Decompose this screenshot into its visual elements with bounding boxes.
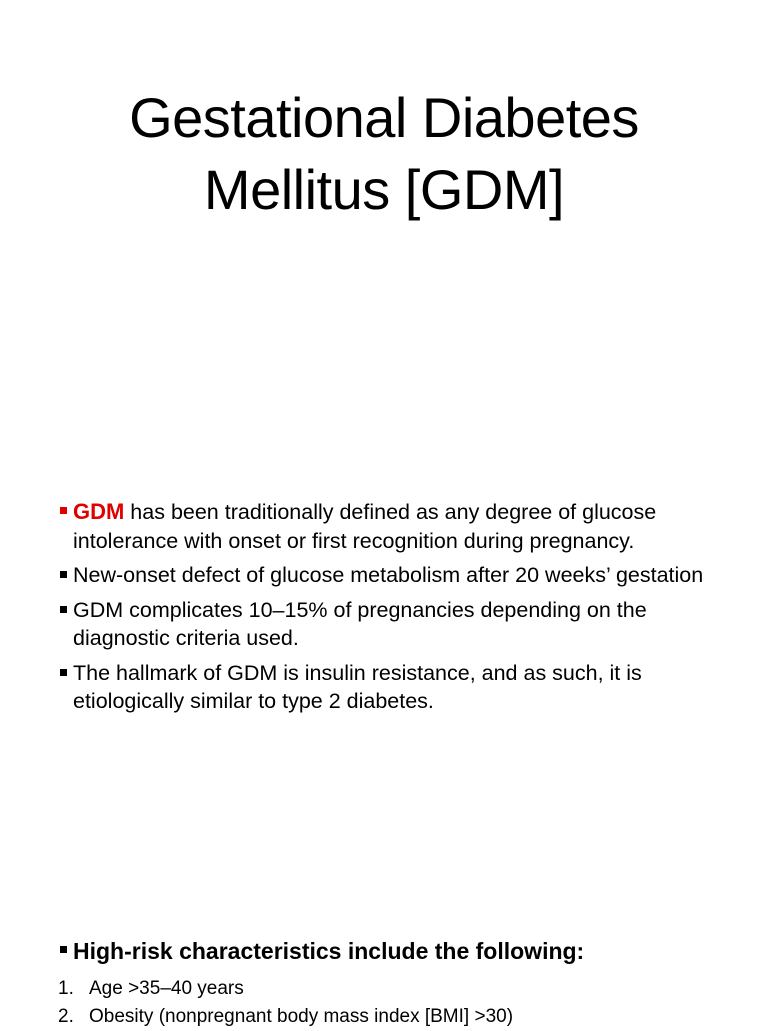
bullet-text: GDM complicates 10–15% of pregnancies depending on the diagnostic criteria used. xyxy=(73,597,647,650)
square-bullet-icon xyxy=(60,669,67,676)
risk-heading-text: High-risk characteristics include the following: xyxy=(73,938,585,964)
list-item xyxy=(58,975,738,1003)
bullet-item-gdm-definition xyxy=(58,498,718,555)
bullet-item-hallmark xyxy=(58,659,718,716)
bullet-text: New-onset defect of glucose metabolism after 20 weeks’ gestation xyxy=(73,563,704,587)
square-bullet-icon xyxy=(60,507,67,514)
slide-title-line-1: Gestational Diabetes xyxy=(129,86,639,149)
list-item xyxy=(58,1003,738,1031)
bullet-item-prevalence xyxy=(58,596,718,653)
list-item-number: 1. xyxy=(58,978,74,999)
square-bullet-icon xyxy=(60,946,67,953)
square-bullet-icon xyxy=(60,606,67,613)
list-item-text: Age >35–40 years xyxy=(89,978,244,999)
bullet-text: The hallmark of GDM is insulin resistance, and as such, it is etiologically similar to type 2 diabetes. xyxy=(73,660,642,713)
bullet-text: has been traditionally defined as any degree of glucose intolerance with onset or first recognition during pregnancy. xyxy=(73,500,657,553)
risk-characteristics-list xyxy=(58,975,738,1031)
gdm-keyword: GDM xyxy=(73,499,125,524)
slide-title-line-2: Mellitus [GDM] xyxy=(203,158,565,221)
list-item-text: Obesity (nonpregnant body mass index [BMI] >30) xyxy=(89,1006,514,1027)
bullet-item-onset xyxy=(58,561,718,590)
list-item-number: 2. xyxy=(58,1006,74,1027)
risk-characteristics-heading xyxy=(58,935,753,967)
definition-bullet-list xyxy=(58,498,718,722)
slide-title xyxy=(0,82,768,226)
square-bullet-icon xyxy=(60,571,67,578)
